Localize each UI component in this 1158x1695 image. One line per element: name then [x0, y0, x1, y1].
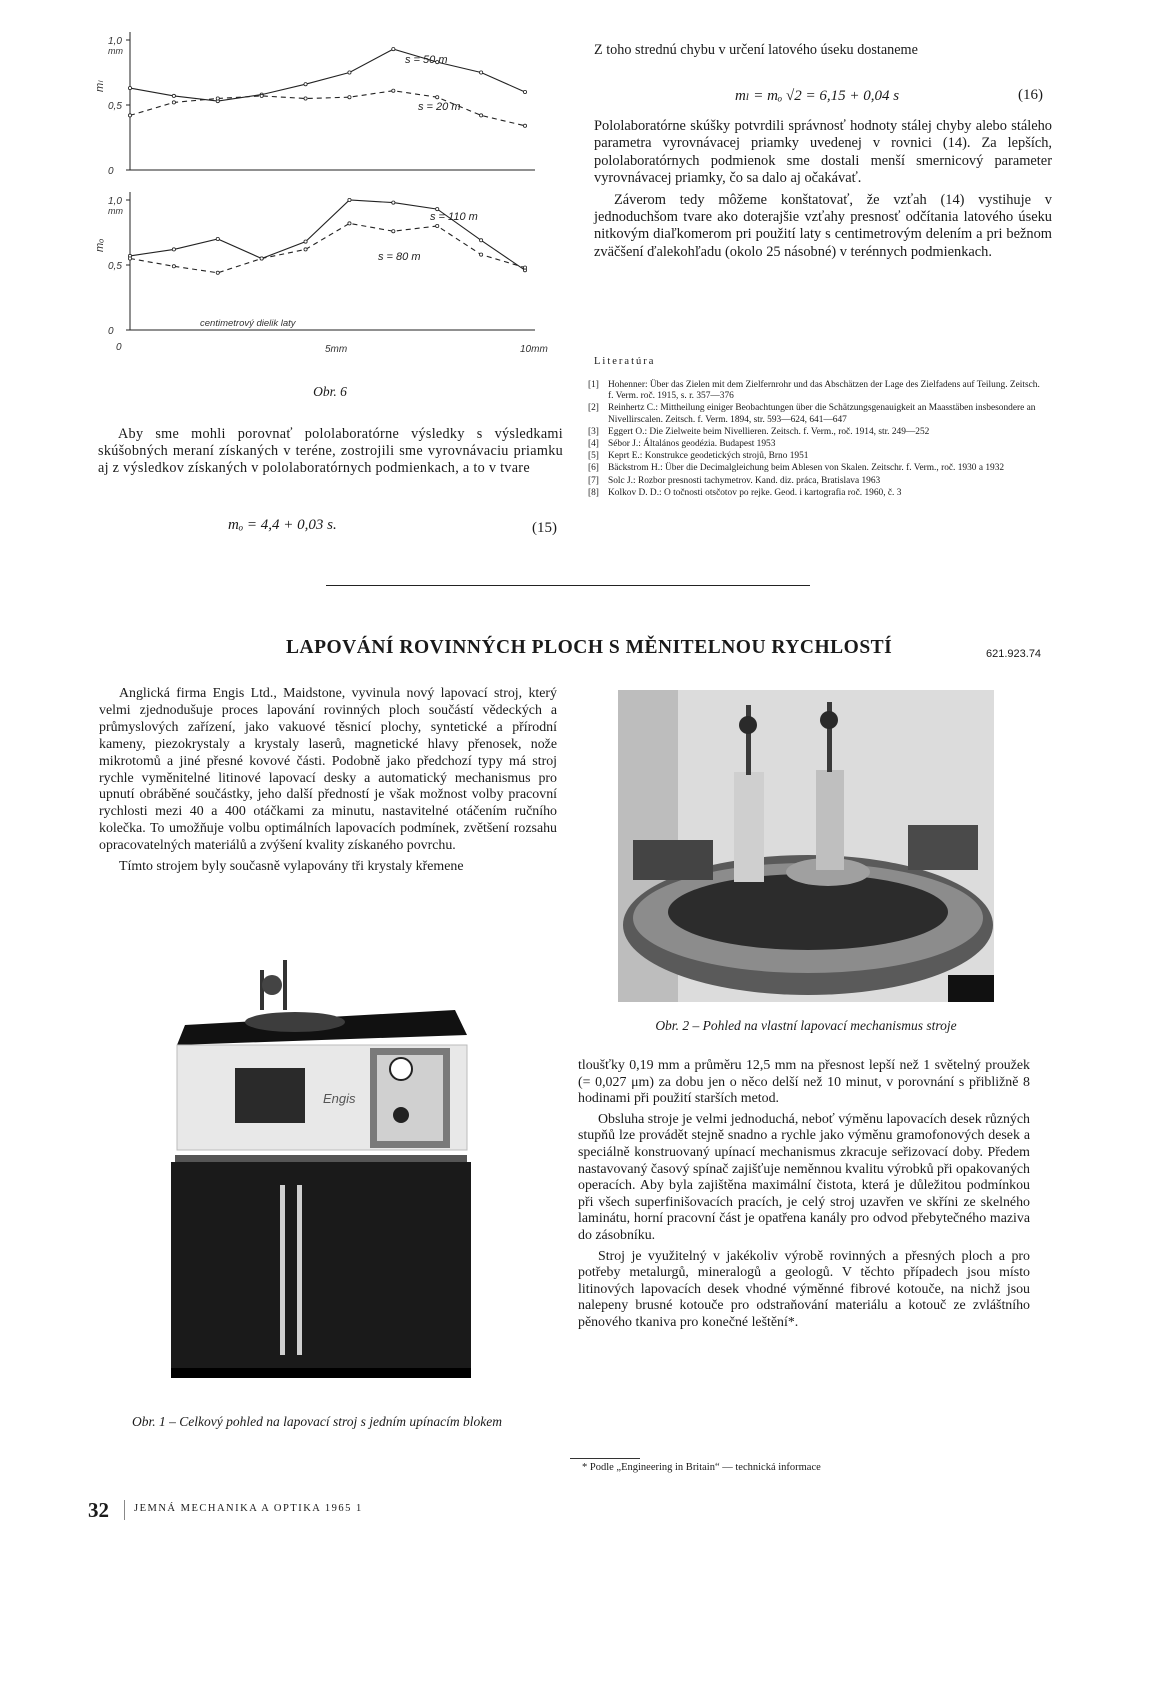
reference-number: [4]: [588, 439, 599, 450]
right-column-intro: [594, 42, 1052, 63]
data-point: [172, 248, 175, 251]
reference-number: [1]: [588, 380, 599, 390]
reference-number: [8]: [588, 487, 599, 498]
references-list: [588, 380, 1046, 500]
equation-15-number: (15): [532, 520, 557, 536]
figure-2-caption: Obr. 2 – Pohled na vlastní lapovací mechanismus stroje: [655, 1018, 957, 1033]
article-right-paragraph-3: Stroj je využitelný v jakékoliv výrobě rovinných a přesných ploch a pro potřeby metalurgů, mineralogů a geologů. V těchto případech jsou místo litinových lapovacích desek vhodné výměnné fibrové kotouče, na nichž jsou nalepeny brusné kotouče pro odstraňování materiálu a kotouč ze zvláštního pěnového tkaniva pro konečné leštění*.: [578, 1248, 1030, 1330]
right-column-body: [594, 118, 1052, 265]
y-tick-label: 0: [108, 326, 114, 337]
data-point: [304, 97, 307, 100]
data-point: [480, 114, 483, 117]
x-tick-label: 10mm: [520, 344, 548, 355]
intro-text: Z toho strednú chybu v určení latového úseku dostaneme: [594, 42, 918, 58]
data-point: [128, 114, 131, 117]
reference-item: [588, 403, 1046, 425]
reference-number: [6]: [588, 463, 599, 474]
footnote: * Podle „Engineering in Britain“ — technická informace: [582, 1462, 821, 1473]
figure-2-photo: [618, 690, 994, 1002]
equation-16: mₗ = mₒ √2 = 6,15 + 0,04 s: [735, 88, 900, 104]
reference-text: Bäckstrom H.: Über die Decimalgleichung beim Ablesen von Skalen. Zeitschr. f. Verm., roč. 1930 a 1932: [608, 463, 1005, 474]
data-point: [480, 239, 483, 242]
data-point: [436, 224, 439, 227]
right-paragraph-1: Pololaboratórne skúšky potvrdili správnosť hodnoty stálej chyby alebo stáleho parametra vyrovnávacej priamky uvedenej v rovnici (14). Za lepších, pololaboratórnych podmienok sme dostali menší smernicový parameter vyrovnávacej priamky, čo sa dalo aj očakávať.: [594, 118, 1052, 187]
article-right-text: [578, 1058, 1030, 1336]
left-paragraph-text: Aby sme mohli porovnať pololaboratórne výsledky s výsledkami skúšobných meraní získaných v teréne, zostrojili sme vyrovnávaciu priamku aj z výsledkov získaných v pololaboratórnych podmienkach, a to v tvare: [98, 426, 563, 477]
lapping-machine-image: [165, 950, 470, 1405]
reference-text: Solc J.: Rozbor presnosti tachymetrov. Kand. diz. práca, Bratislava 1963: [608, 475, 881, 486]
reference-item: [588, 488, 1046, 499]
chart-bottom: [94, 192, 548, 355]
data-point: [436, 96, 439, 99]
figure-6-charts: [94, 30, 570, 370]
article-right-paragraph-1: tloušťky 0,19 mm a průměru 12,5 mm na přesnost lepší než 1 světelný proužek (= 0,027 μm) za dobu jen o něco delší než 10 minut, v porovnání s přibližně 8 hodinami při použití starších metod.: [578, 1058, 1030, 1107]
series-label: s = 50 m: [405, 54, 448, 66]
reference-text: Hohenner: Über das Zielen mit dem Zielfernrohr und das Abschätzen der Lage des Zielfadens auf Teilung. Zeitsch. f. Verm. roč. 1915, s. r. 357—376: [608, 380, 1040, 402]
data-point: [348, 96, 351, 99]
data-point: [348, 71, 351, 74]
footnote-rule: [570, 1458, 640, 1459]
journal-name: JEMNÁ MECHANIKA A OPTIKA 1965 1: [134, 1503, 363, 1514]
figure-1-caption: Obr. 1 – Celkový pohled na lapovací stroj s jedním upínacím blokem: [132, 1414, 502, 1429]
series-line: [130, 223, 525, 272]
data-point: [260, 94, 263, 97]
data-point: [260, 257, 263, 260]
engis-logo-text: Engis: [323, 1091, 356, 1106]
reference-number: [5]: [588, 451, 599, 462]
left-column-paragraph: [98, 426, 563, 482]
reference-item: [588, 427, 1046, 438]
reference-item: [588, 439, 1046, 450]
x-tick-label: 5mm: [325, 344, 348, 355]
reference-number: [7]: [588, 475, 599, 486]
series-line: [130, 91, 525, 126]
series-label: s = 80 m: [378, 251, 421, 263]
data-point: [392, 230, 395, 233]
y-unit-label: mm: [108, 46, 123, 56]
data-point: [216, 271, 219, 274]
data-point: [392, 48, 395, 51]
udc-code: 621.923.74: [986, 648, 1042, 660]
article-title: LAPOVÁNÍ ROVINNÝCH PLOCH S MĚNITELNOU RYCHLOSTÍ: [286, 637, 893, 658]
data-point: [172, 101, 175, 104]
data-point: [172, 265, 175, 268]
reference-text: Kolkov D. D.: O točnosti otsčotov po rejke. Geod. i kartografia roč. 1960, č. 3: [608, 487, 902, 498]
equation-15: mₒ = 4,4 + 0,03 s.: [228, 517, 337, 533]
equation-16-number: (16): [1018, 87, 1043, 103]
reference-text: Reinhertz C.: Mittheilung einiger Beobachtungen über die Schätzungsgenauigkeit an Maasstäben insbesondere an Nivellirscalen. Zeitsch. f. Verm. 1894, str. 593—624, 641—647: [608, 403, 1036, 425]
data-point: [523, 124, 526, 127]
article-right-paragraph-2: Obsluha stroje je velmi jednoduchá, neboť výměnu lapovacích desek různých stupňů lze provádět stejně snadno a rychle jako výměnu gramofonových desek a speciálně konstruovaný upínací mechanismus zkracuje seřizovací doby. Předem nastavovaný časový spínač zajišťuje neměnnou kvalitu výrobků při opakovaných operacích. Aby byla zajištěna maximální čistota, která je důležitou podmínkou při všech superfinišovacích pracích, je celý stroj uzavřen ve skříni ze skelného laminátu, horní pracovní část je opatřena kanály pro odvod přebytečného maziva do zásobníku.: [578, 1111, 1030, 1243]
article-left-text: [99, 686, 557, 880]
data-point: [304, 83, 307, 86]
literature-heading: Literatúra: [594, 356, 656, 367]
data-point: [304, 248, 307, 251]
reference-number: [2]: [588, 403, 599, 414]
data-point: [304, 240, 307, 243]
x-axis-label: centimetrový dielik laty: [200, 318, 296, 329]
x-origin-label: 0: [116, 342, 122, 353]
y-unit-label: mm: [108, 206, 123, 216]
data-point: [348, 198, 351, 201]
y-axis-label: mₗ: [94, 81, 106, 92]
data-point: [523, 90, 526, 93]
data-point: [480, 253, 483, 256]
data-point: [172, 94, 175, 97]
y-tick-label: 0,5: [108, 261, 122, 272]
data-point: [392, 89, 395, 92]
data-point: [348, 222, 351, 225]
article-left-paragraph-1: Anglická firma Engis Ltd., Maidstone, vyvinula nový lapovací stroj, který velmi zjednodušuje proces lapování rovinných ploch součástí vědeckých a průmyslových zařízení, jako vakuové těsnicí plochy, syntetické a přírodní kameny, piezokrystaly a krystaly laserů, magnetické hlavy přenosek, nože mikrotomů a jiné přesné kovové části. Podobně jako předchozí typy má stroj rychle vyměnitelné litinové lapovací desky a automatický mechanismus pro upnutí obráběné součástky, jeho další předností je však možnost volby pracovní rychlosti mezi 40 a 400 otáčkami za minutu, nastavitelné otáčením ručního kolečka. To umožňuje volbu optimálních lapovacích podmínek, zvětšení rozsahu opracovatelných materiálů a zvýšení kvality získaného povrchu.: [99, 686, 557, 854]
article-left-paragraph-2: Tímto strojem byly současně vylapovány tři krystaly křemene: [119, 859, 464, 875]
series-line: [130, 49, 525, 101]
right-paragraph-2: Záverom tedy môžeme konštatovať, že vzťah (14) vystihuje v jednoduchšom tvare ako doterajšie vzťahy presnosť odčítania latového úseku nitkovým diaľkomerom pri použití laty s centimetrovým delením a pri bežnom zväčšení ďalekohľadu (okolo 25 násobné) v terénnych podmienkach.: [594, 191, 1052, 260]
figure-6-caption: Obr. 6: [313, 384, 347, 399]
y-tick-label: 1,0: [108, 36, 122, 47]
reference-item: [588, 463, 1046, 474]
series-label: s = 20 m: [418, 101, 461, 113]
reference-item: [588, 380, 1046, 402]
reference-number: [3]: [588, 426, 599, 437]
y-tick-label: 0: [108, 166, 114, 177]
series-label: s = 110 m: [430, 211, 478, 223]
y-axis-label: mₒ: [94, 238, 106, 252]
y-tick-label: 1,0: [108, 196, 122, 207]
data-point: [128, 87, 131, 90]
data-point: [216, 237, 219, 240]
figure-1-photo: [165, 950, 470, 1405]
footer-separator: [124, 1500, 125, 1520]
lapping-mechanism-image: [618, 690, 994, 1002]
reference-item: [588, 451, 1046, 462]
data-point: [128, 257, 131, 260]
data-point: [392, 201, 395, 204]
chart-top: [94, 32, 535, 177]
reference-text: Keprt E.: Konstrukce geodetických strojů, Brno 1951: [608, 451, 809, 462]
data-point: [480, 71, 483, 74]
y-tick-label: 0,5: [108, 101, 122, 112]
data-point: [216, 97, 219, 100]
reference-item: [588, 476, 1046, 487]
page-number: 32: [88, 1498, 109, 1522]
reference-text: Sébor J.: Általános geodézia. Budapest 1953: [608, 439, 776, 450]
reference-text: Eggert O.: Die Zielweite beim Nivellieren. Zeitsch. f. Verm., roč. 1914, str. 249—252: [608, 426, 930, 437]
section-divider: [326, 585, 810, 586]
data-point: [523, 266, 526, 269]
